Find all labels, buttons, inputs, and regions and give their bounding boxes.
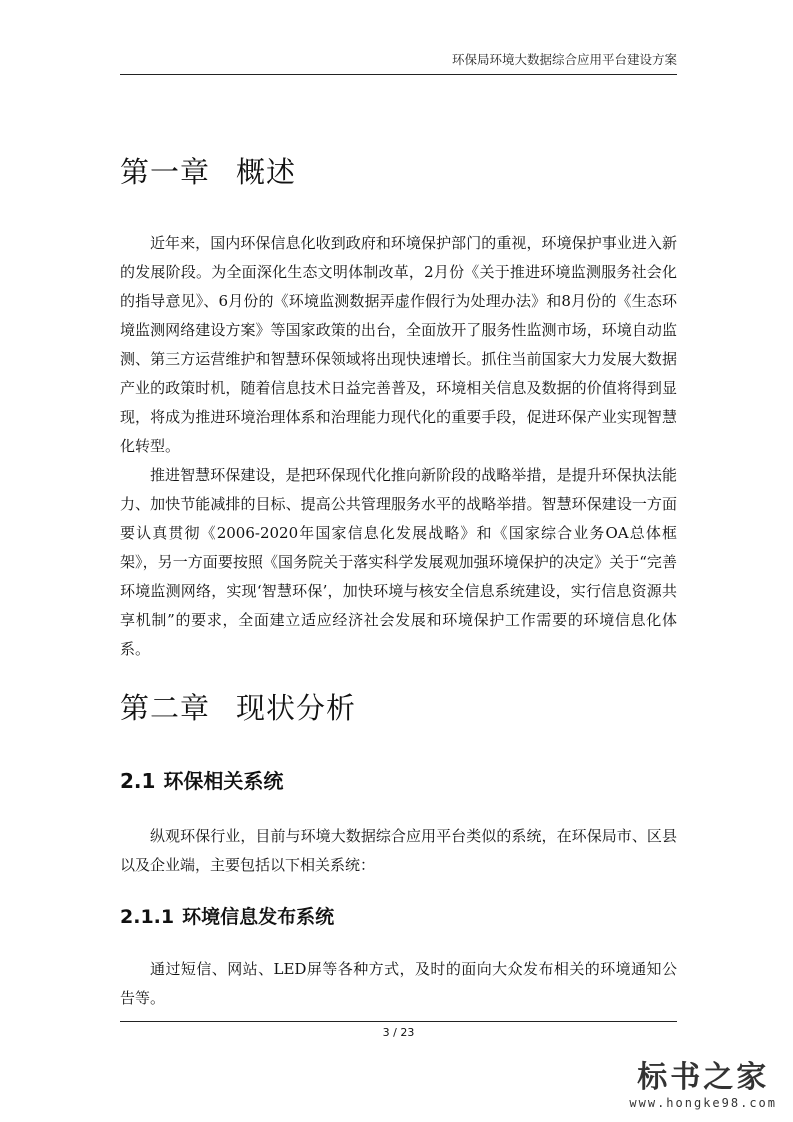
chapter-1-title: 概述 — [236, 155, 297, 189]
section-2-1-1-title: 环境信息发布系统 — [182, 906, 335, 928]
watermark-title: 标书之家 — [637, 1060, 770, 1095]
page-number: 3 / 23 — [382, 1026, 415, 1039]
watermark — [629, 1052, 777, 1110]
chapter-2-heading — [120, 686, 677, 727]
chapter-1-paragraph-2: 推进智慧环保建设，是把环保现代化推向新阶段的战略举措，是提升环保执法能力、加快节能减排的目标、提高公共管理服务水平的战略举措。智慧环保建设一方面要认真贯彻《2006-2020年国家信息化发展战略》和《国家综合业务OA总体框架》，另一方面要按照《国务院关于落实科学发展观加强环境保护的决定》关于“完善环境监测网络，实现‘智慧环保’，加快环境与核安全信息系统建设，实行信息资源共享机制”的要求，全面建立适应经济社会发展和环境保护工作需要的环境信息化体系。 — [120, 466, 677, 658]
chapter-1-paragraph-1: 近年来，国内环保信息化收到政府和环境保护部门的重视，环境保护事业进入新的发展阶段。为全面深化生态文明体制改革，2月份《关于推进环境监测服务社会化的指导意见》、6月份的《环境监测数据弄虚作假行为处理办法》和8月份的《生态环境监测网络建设方案》等国家政策的出台，全面放开了服务性监测市场，环境自动监测、第三方运营维护和智慧环保领域将出现快速增长。抓住当前国家大力发展大数据产业的政策时机，随着信息技术日益完善普及，环境相关信息及数据的价值将得到显现，将成为推进环境治理体系和治理能力现代化的重要手段，促进环保产业实现智慧化转型。 — [120, 234, 677, 455]
header-title: 环保局环境大数据综合应用平台建设方案 — [451, 52, 677, 67]
section-2-1-1-paragraph: 通过短信、网站、LED屏等各种方式，及时的面向大众发布相关的环境通知公告等。 — [120, 960, 677, 1007]
section-2-1-paragraph: 纵观环保行业，目前与环境大数据综合应用平台类似的系统，在环保局市、区县以及企业端，主要包括以下相关系统： — [120, 827, 677, 874]
page-header — [120, 50, 677, 75]
chapter-1-number: 第一章 — [120, 155, 211, 189]
watermark-url: www.hongke98.com — [629, 1096, 777, 1110]
section-2-1-title: 环保相关系统 — [163, 769, 284, 793]
section-2-1-heading — [120, 765, 677, 794]
chapter-1-heading — [120, 150, 677, 191]
chapter-2-title: 现状分析 — [236, 691, 357, 725]
chapter-2-number: 第二章 — [120, 691, 211, 725]
page-footer — [120, 1021, 677, 1039]
page-content — [120, 150, 677, 1013]
section-2-1-number: 2.1 — [120, 769, 156, 793]
section-2-1-1-number: 2.1.1 — [120, 906, 175, 928]
section-2-1-1-heading — [120, 902, 677, 929]
